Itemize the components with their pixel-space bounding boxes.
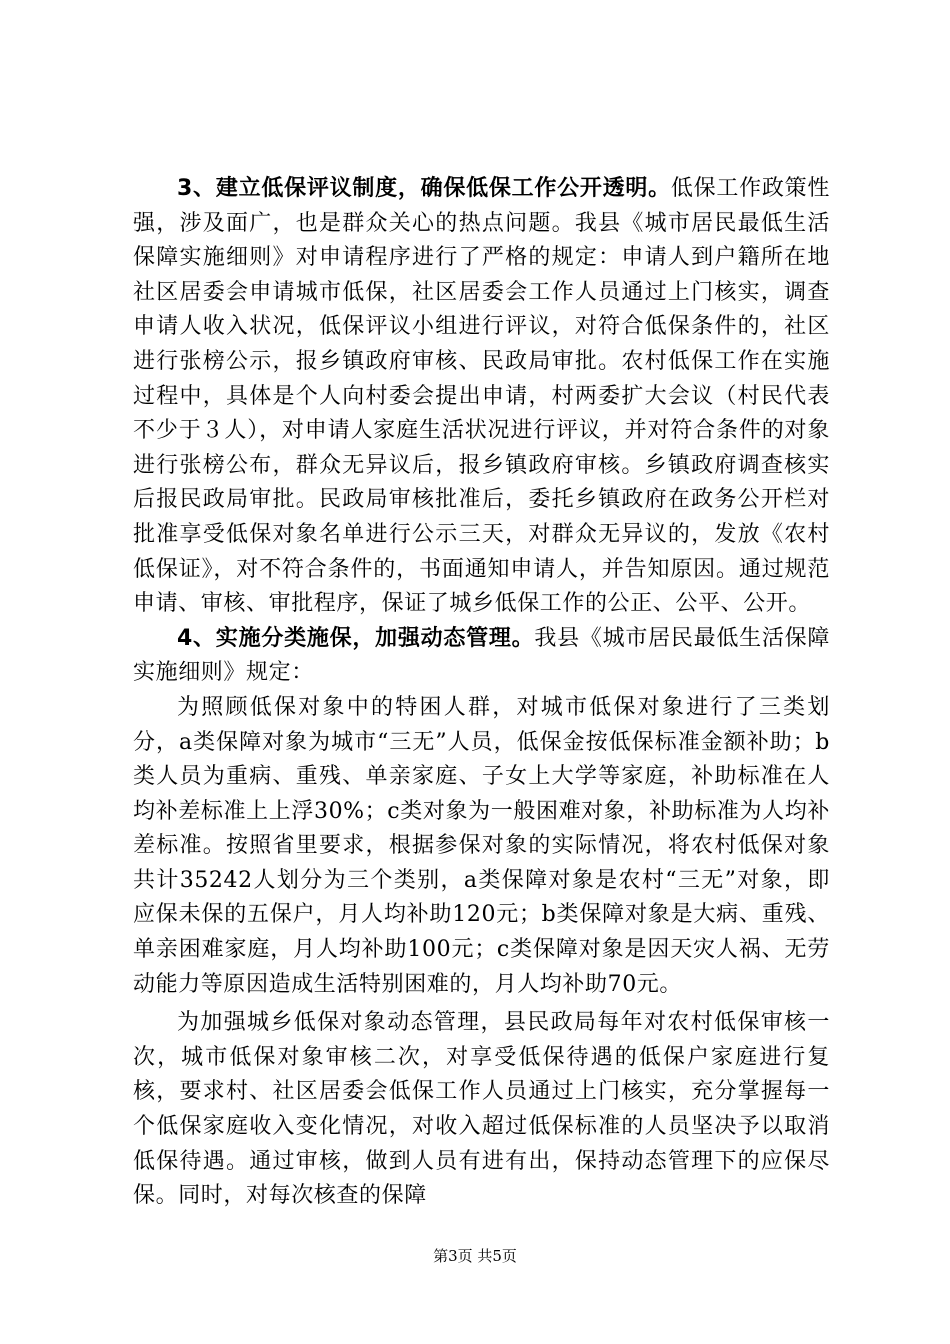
section-3-heading: 3、建立低保评议制度，确保低保工作公开透明。 bbox=[177, 176, 671, 201]
section-4-text: 我县《城市居民最低生活保障实施细则》规定： bbox=[133, 625, 830, 686]
classification-text: 为照顾低保对象中的特困人群，对城市低保对象进行了三类划分，a类保障对象为城市“三无”人员，低保金按低保标准金额补助；b类人员为重病、重残、单亲家庭、子女上大学等家庭，补助标准在人均补差标准上上浮30%；c类对象为一般困难对象，补助标准为人均补差标准。按照省里要求，根据参保对象的实际情况，将农村低保对象共计35242人划分为三个类别，a类保障对象是农村“三无”对象，即应保未保的五保户，月人均补助120元；b类保障对象是大病、重残、单亲困难家庭，月人均补助100元；c类保障对象是因天灾人祸、无劳动能力等原因造成生活特别困难的，月人均补助70元。 bbox=[133, 694, 830, 997]
dynamic-management-text: 为加强城乡低保对象动态管理，县民政局每年对农村低保审核一次，城市低保对象审核二次，对享受低保待遇的低保户家庭进行复核，要求村、社区居委会低保工作人员通过上门核实，充分掌握每一个低保家庭收入变化情况，对收入超过低保标准的人员坚决予以取消低保待遇。通过审核，做到人员有进有出，保持动态管理下的应保尽保。同时，对每次核查的保障 bbox=[133, 1010, 830, 1209]
paragraph-section-3 bbox=[133, 172, 830, 622]
page-number-footer: 第3页 共5页 bbox=[433, 1247, 517, 1265]
section-3-text: 低保工作政策性强，涉及面广，也是群众关心的热点问题。我县《城市居民最低生活保障实施细则》对申请程序进行了严格的规定：申请人到户籍所在地社区居委会申请城市低保，社区居委会工作人员通过上门核实，调查申请人收入状况，低保评议小组进行评议，对符合低保条件的，社区进行张榜公示，报乡镇政府审核、民政局审批。农村低保工作在实施过程中，具体是个人向村委会提出申请，村两委扩大会议（村民代表不少于３人），对申请人家庭生活状况进行评议，并对符合条件的对象进行张榜公布，群众无异议后，报乡镇政府审核。乡镇政府调查核实后报民政局审批。民政局审核批准后，委托乡镇政府在政务公开栏对批准享受低保对象名单进行公示三天，对群众无异议的，发放《农村低保证》，对不符合条件的，书面通知申请人，并告知原因。通过规范申请、审核、审批程序，保证了城乡低保工作的公正、公平、公开。 bbox=[133, 176, 830, 617]
paragraph-dynamic-management bbox=[133, 1006, 830, 1214]
paragraph-section-4 bbox=[133, 622, 830, 691]
paragraph-classification bbox=[133, 691, 830, 1002]
document-body bbox=[133, 172, 830, 1214]
section-4-heading: 4、实施分类施保，加强动态管理。 bbox=[177, 625, 535, 651]
